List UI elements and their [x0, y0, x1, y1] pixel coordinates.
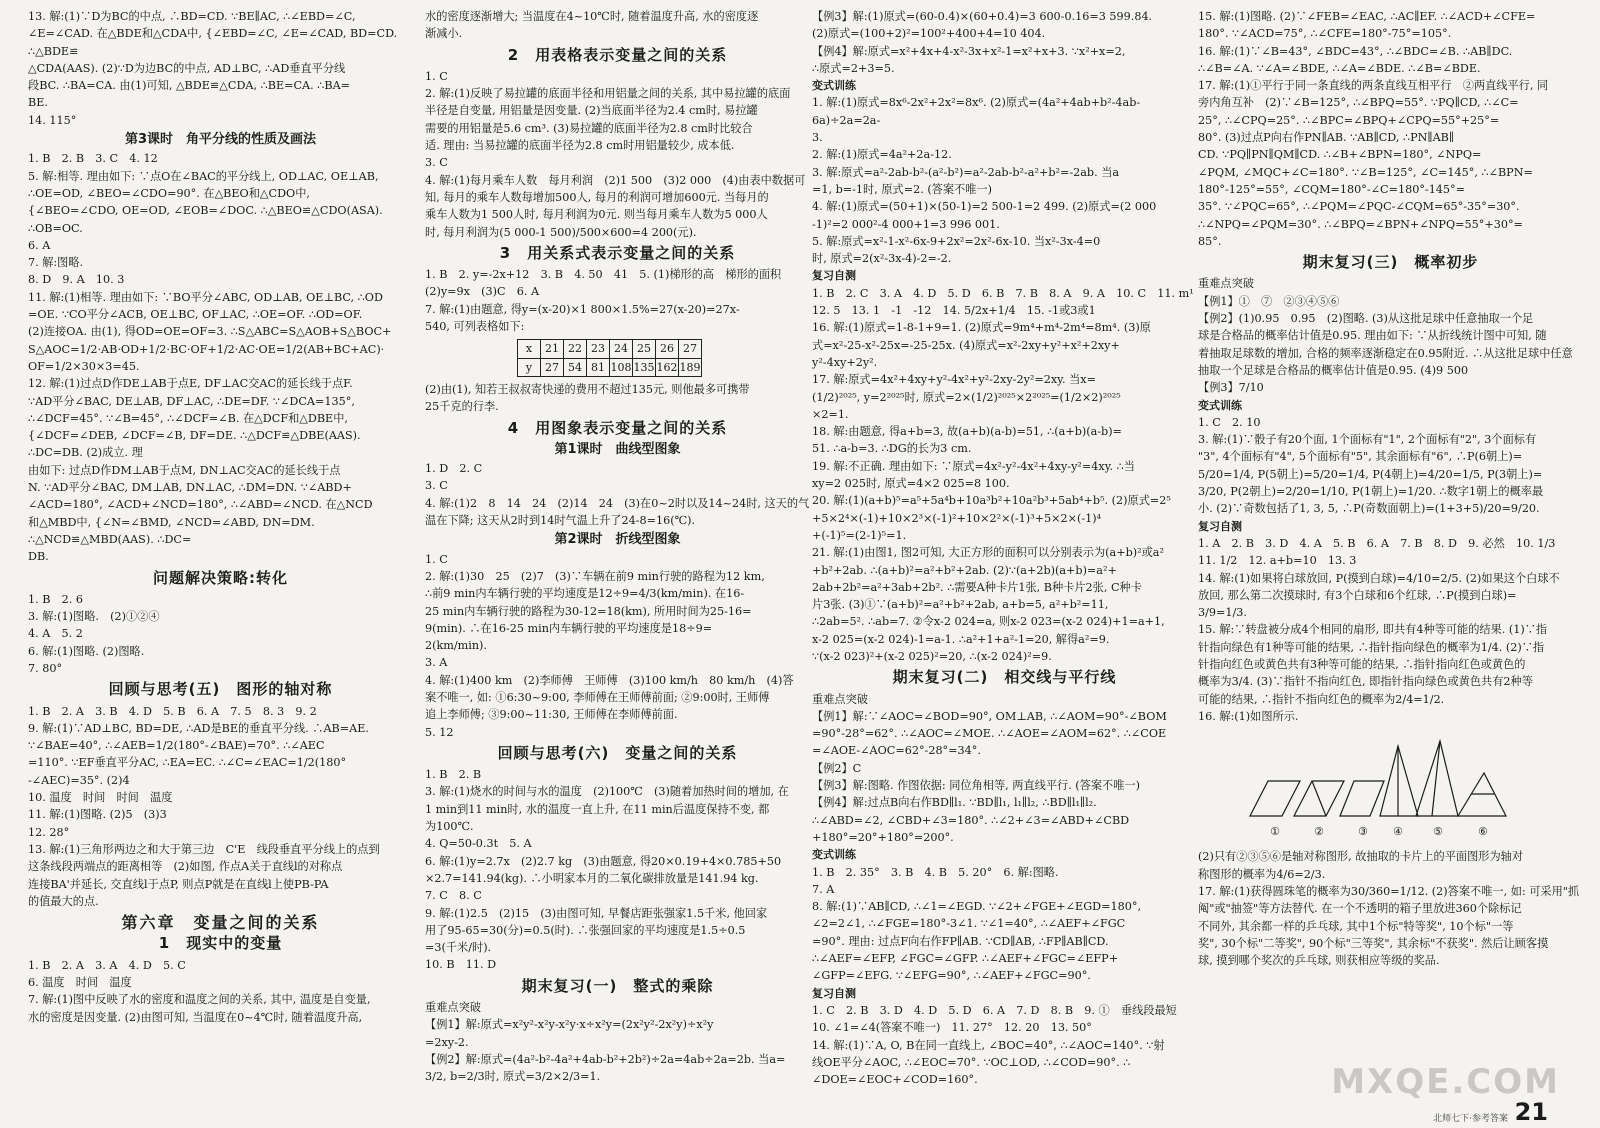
table-cell: 135	[633, 358, 656, 376]
text-block: 1. B 2. 6 3. 解:(1)图略. (2)①②④ 4. A 5. 2 6. 解:(1)图略. (2)图略. 7. 80°	[28, 592, 160, 675]
text-block: 重难点突破 【例1】① ⑦ ②③④⑤⑥ 【例2】(1)0.95 0.95 (2)图略. (3)从这批足球中任意抽取一个足 球是合格品的概率估计值是0.95. 理由如下: ∵从折线统计图中可知, 随 着抽取足球数的增加, 合格的频率逐渐稳定在0.95附近. ∴从这批足球中任意 抽取一个足球是合格品的概率估计值是0.95. (4)9 500 【例3】7/10	[1198, 277, 1573, 395]
shape-label: ⑥	[1478, 825, 1488, 839]
watermark: MXQE.COM	[1331, 1062, 1560, 1102]
section-heading: 期末复习(三) 概率初步	[1302, 253, 1479, 272]
table-row	[518, 358, 702, 376]
text-block: 1. B 2. y=-2x+12 3. B 4. 50 41 5. (1)梯形的高 梯形的面积 (2)y=9x (3)C 6. A 7. 解:(1)由题意, 得y=(x-20)×1 800×1.5%=27(x-20)=27x- 540, 可列表格如下:	[425, 268, 782, 334]
table-cell: 189	[679, 358, 702, 376]
table-cell: 81	[587, 358, 610, 376]
text-block: 1. D 2. C 3. C 4. 解:(1)2 8 14 24 (2)14 24 (3)在0~2时以及14~24时, 这天的气 温在下降; 这天从2时到14时气温上升了24-8=16(℃).	[425, 462, 810, 528]
table-row	[518, 340, 702, 358]
text-block: 1. 解:(1)原式=8x⁶-2x²+2x²=8x⁶. (2)原式=(4a²+4ab+b²-4ab-6a)÷2a=2a- 3. 2. 解:(1)原式=4a²+2a-12. 3. 解:原式=a²-2ab-b²-(a²-b²)=a²-2ab-b²-a²+b²=-2ab. 当a =1, b=-1时, 原式=2. (答案不唯一) 4. 解:(1)原式=(50+1)×(50-1)=2 500-1=2 499. (2)原式=(2 000 -1)²=2 000²-4 000+1=3 996 001. 5. 解:原式=x²-1-x²-6x-9+2x²=2x²-6x-10. 当x²-3x-4=0 时, 原式=2(x²-3x-4)-2=-2.	[812, 96, 1157, 266]
lesson-heading: 第2课时 折线型图象	[554, 532, 681, 548]
section-heading: 4 用图象表示变量之间的关系	[507, 418, 728, 437]
text-block: (2)由(1), 知若王叔叔寄快递的费用不超过135元, 则他最多可携带 25千克的行李.	[425, 382, 750, 414]
text-block: 1. B 2. C 3. A 4. D 5. D 6. B 7. B 8. A 9. A 10. C 11. m¹ 12. 5 13. 1 -1 -12 14. 5/2x+1/4 15. -1或3或1 16. 解:(1)原式=1-8-1+9=1. (2)原式=9m⁴+m⁴-2m⁴=8m⁴. (3)原 式=x²-25-x²-25x=-25-25x. (4)原式=x²-2xy+y²+x²+2xy+ y²-4xy+2y². 17. 解:原式=4x²+4xy+y²-4x²+y²-2xy-2y²=2xy. 当x= (1/2)²⁰²⁵, y=2²⁰²⁵时, 原式=2×(1/2)²⁰²⁵×2²⁰²⁵=(1/2×2)²⁰²⁵ ×2=1. 18. 解:由题意, 得a+b=3, 故(a+b)(a-b)=51, ∴(a+b)(a-b)= 51. ∴a-b=3. ∴DG的长为3 cm. 19. 解:不正确. 理由如下: ∵原式=4x²-y²-4x²+4xy-y²=4xy. ∴当 xy=2 025时, 原式=4×2 025=8 100. 20. 解:(1)(a+b)⁵=a⁵+5a⁴b+10a³b²+10a²b³+5ab⁴+b⁵. (2)原式=2⁵ +5×2⁴×(-1)+10×2³×(-1)²+10×2²×(-1)³+5×2×(-1)⁴ +(-1)⁵=(2-1)⁵=1. 21. 解:(1)由图1, 图2可知, 大正方形的面积可以分别表示为(a+b)²或a² +b²+2ab. ∴(a+b)²=a²+b²+2ab. (2)∵(a+2b)(a+b)=a²+ 2ab+2b²=a²+3ab+2b². ∴需要A种卡片1张, B种卡片2张, C种卡 片3张. (3)①∵(a+b)²=a²+b²+2ab, a+b=5, a²+b²=11, ∴2ab=5². ∴ab=7. ②令x-2 024=a, 则x-2 023=(x-2 024)+1=a+1, x-2 025=(x-2 024)-1=a-1. ∴a²+1+a²-1=20, 解得a²=9. ∵(x-2 023)²+(x-2 025)²=20, ∴(x-2 024)²=9.	[812, 286, 1194, 663]
section-heading: 回顾与思考(五) 图形的轴对称	[108, 680, 333, 699]
text-block: 1. B 2. A 3. B 4. D 5. B 6. A 7. 5 8. 3 9. 2 9. 解:(1)∵AD⊥BC, BD=DE, ∴AD是BE的垂直平分线. ∴AB=AE. ∵∠BAE=40°, ∴∠AEB=1/2(180°-∠BAE)=70°. ∴∠AEC =110°. ∵EF垂直平分AC, ∴EA=EC. ∴∠C=∠EAC=1/2(180° -∠AEC)=35°. (2)4 10. 温度 时间 时间 温度 11. 解:(1)图略. (2)5 (3)3 12. 28° 13. 解:(1)三角形两边之和大于第三边 C'E 线段垂直平分线上的点到 这条线段两端点的距离相等 (2)如图, 作点A关于直线l的对称点 连接BA'并延长, 交直线l于点P, 则点P就是在直线l上使PB-PA 的值最大的点.	[28, 704, 380, 908]
footer-note: 北师七下·参考答案	[1433, 1114, 1508, 1124]
value-table	[517, 339, 702, 377]
text-block: 1. B 2. A 3. A 4. D 5. C 6. 温度 时间 温度 7. 解:(1)图中反映了水的密度和温度之间的关系, 其中, 温度是自变量, 水的密度是因变量. (2)由图可知, 当温度在0~4℃时, 随着温度升高,	[28, 958, 371, 1024]
subsection-label: 变式训练	[812, 79, 856, 93]
text-block: 重难点突破 【例1】解:原式=x²y²-x²y-x²y·x÷x²y=(2x²y²-2x²y)÷x²y =2xy-2. 【例2】解:原式=(4a²-b²-4a²+4ab-b²+2b²)÷2a=4ab÷2a=2b. 当a= 3/2, b=2/3时, 原式=3/2×2/3=1.	[425, 1001, 786, 1084]
section-heading: 2 用表格表示变量之间的关系	[507, 45, 728, 64]
table-cell: 25	[633, 340, 656, 358]
section-heading: 期末复习(二) 相交线与平行线	[892, 668, 1117, 687]
subsection-label: 复习自测	[812, 986, 856, 1000]
text-block: 水的密度逐渐增大; 当温度在4~10℃时, 随着温度升高, 水的密度逐 渐减小.	[425, 10, 759, 41]
subsection-label: 变式训练	[1198, 398, 1242, 412]
text-block: 15. 解:(1)图略. (2)∵∠FEB=∠EAC, ∴AC∥EF. ∴∠ACD+∠CFE= 180°. ∵∠ACD=75°, ∴∠CFE=180°-75°=105°. 16. 解:(1)∵∠B=43°, ∠BDC=43°, ∴∠BDC=∠B. ∴AB∥DC. ∴∠B=∠A. ∵∠A=∠BDE, ∴∠A=∠BDE. ∴∠B=∠BDE. 17. 解:(1)①平行于同一条直线的两条直线互相平行 ②两直线平行, 同 旁内角互补 (2)∵∠B=125°, ∴∠BPQ=55°. ∵PQ∥CD, ∴∠C= 25°, ∴∠CPQ=25°. ∴∠BPC=∠BPQ+∠CPQ=55°+25°= 80°. (3)过点P向右作PN∥AB. ∵AB∥CD, ∴PN∥AB∥ CD. ∵PQ∥PN∥QM∥CD. ∴∠B+∠BPN=180°, ∠NPQ= ∠PQM, ∠MQC+∠C=180°. ∵∠B=125°, ∠C=145°, ∴∠BPN= 180°-125°=55°, ∠CQM=180°-∠C=180°-145°= 35°. ∵∠PQC=65°, ∴∠PQM=∠PQC-∠CQM=65°-35°=30°. ∴∠NPQ=∠PQM=30°. ∴∠BPQ=∠BPN+∠NPQ=55°+30°= 85°.	[1198, 10, 1549, 248]
shape-label: ①	[1270, 825, 1280, 839]
table-cell: x	[518, 340, 541, 358]
shape-label: ④	[1393, 825, 1403, 839]
text-block: 1. C 2. 解:(1)30 25 (2)7 (3)∵车辆在前9 min行驶的路程为12 km, ∴前9 min内车辆行驶的平均速度是12÷9=4/3(km/min). 在16- 25 min内车辆行驶的路程为30-12=18(km), 所用时间为25-16= 9(min). ∴在16-25 min内车辆行驶的平均速度是18÷9= 2(km/min). 3. A 4. 解:(1)400 km (2)李师傅 王师傅 (3)100 km/h 80 km/h (4)答 案不唯一, 如: ①6:30~9:00, 李师傅在王师傅前面; ②9:00时, 王师傅 追上李师傅; ③9:00~11:30, 王师傅在李师傅前面. 5. 12	[425, 552, 794, 739]
text-block: 重难点突破 【例1】解:∵∠AOC=∠BOD=90°, OM⊥AB, ∴∠AOM=90°-∠BOM =90°-28°=62°. ∴∠AOC=∠MOE. ∴∠AOE=∠AOM=62°. ∴∠COE =∠AOE-∠AOC=62°-28°=34°. 【例2】C 【例3】解:图略. 作图依据: 同位角相等, 两直线平行. (答案不唯一) 【例4】解:过点B向右作BD∥l₁. ∵BD∥l₁, l₁∥l₂, ∴BD∥l₁∥l₂. ∴∠ABD=∠2, ∠CBD+∠3=180°. ∴∠2+∠3=∠ABD+∠CBD +180°=20°+180°=200°.	[812, 692, 1167, 844]
table-cell: 27	[679, 340, 702, 358]
subsection-label: 复习自测	[1198, 519, 1242, 533]
section-heading: 3 用关系式表示变量之间的关系	[499, 243, 736, 262]
lesson-heading: 第3课时 角平分线的性质及画法	[124, 132, 317, 148]
text-block: 1. B 2. B 3. 解:(1)烧水的时间与水的温度 (2)100℃ (3)随着加热时间的增加, 在 1 min到11 min时, 水的温度一直上升, 在11 min后温度保持不变, 都 为100℃. 4. Q=50-0.3t 5. A 6. 解:(1)y=2.7x (2)2.7 kg (3)由题意, 得20×0.19+4×0.785+50 ×2.7=141.94(kg). ∴小明家本月的二氧化碳排放量是141.94 kg. 7. C 8. C 9. 解:(1)2.5 (2)15 (3)由图可知, 早餐店距张强家1.5千米, 他回家 用了95-65=30(分)=0.5(时). ∴张强回家的平均速度是1.5÷0.5 =3(千米/时). 10. B 11. D	[425, 768, 789, 972]
table-cell: 26	[656, 340, 679, 358]
shape-label: ⑤	[1433, 825, 1443, 839]
table-cell: y	[518, 358, 541, 376]
table-cell: 162	[656, 358, 679, 376]
shape-label: ②	[1314, 825, 1324, 839]
table-cell: 54	[564, 358, 587, 376]
text-block: 1. A 2. B 3. D 4. A 5. B 6. A 7. B 8. D 9. 必然 10. 1/3 11. 1/2 12. a+b=10 13. 3 14. 解:(1)如果将白球放回, P(摸到白球)=4/10=2/5. (2)如果这个白球不 放回, 那么第二次摸球时, 有3个白球和6个红球, ∴P(摸到白球)= 3/9=1/3. 15. 解:∵转盘被分成4个相同的扇形, 即共有4种等可能的结果. (1)∵指 针指向绿色有1种等可能的结果, ∴指针指向绿色的概率为1/4. (2)∵指 针指向红色或黄色共有3种等可能的结果, ∴指针指向红色或黄色的 概率为3/4. (3)∵指针不指向红色, 即指针指向绿色或黄色共有2种等 可能的结果, ∴指针不指向红色的概率为2/4=1/2. 16. 解:(1)如图所示.	[1198, 536, 1560, 723]
text-block: (2)只有②③⑤⑥是轴对称图形, 故抽取的卡片上的平面图形为轴对 称图形的概率为4/6=2/3. 17. 解:(1)获得圆珠笔的概率为30/360=1/12. (2)答案不唯一, 如: 可采用"抓 阄"或"抽签"等方法替代. 在一个不透明的箱子里放进360个除标记 不同外, 其余都一样的乒乓球, 其中1个标"特等奖", 10个标"一等 奖", 30个标"二等奖", 90个标"三等奖", 其余标"不获奖". 然后让顾客摸 球, 摸到哪个奖次的乒乓球, 则获相应等级的奖品.	[1198, 850, 1580, 968]
section-heading: 1 现实中的变量	[158, 934, 283, 953]
chapter-heading: 第六章 变量之间的关系	[121, 913, 320, 933]
column-4	[1198, 8, 1583, 970]
section-heading: 问题解决策略:转化	[153, 568, 288, 587]
table-cell: 108	[610, 358, 633, 376]
table-cell: 23	[587, 340, 610, 358]
column-2	[425, 8, 810, 1086]
shape-4	[1380, 746, 1418, 816]
column-1	[28, 8, 413, 1026]
text-block: 1. C 2. B 3. D 4. D 5. D 6. A 7. D 8. B 9. ① 垂线段最短 10. ∠1=∠4(答案不唯一) 11. 27° 12. 20 13. 50° 14. 解:(1)∵A, O, B在同一直线上, ∠BOC=40°, ∴∠AOC=140°. ∵射 线OE平分∠AOC, ∴∠EOC=70°. ∵OC⊥OD, ∴∠COD=90°. ∴ ∠DOE=∠EOC+∠COD=160°.	[812, 1003, 1177, 1087]
table-cell: 27	[541, 358, 564, 376]
text-block: 1. C 2. 10 3. 解:(1)∵骰子有20个面, 1个面标有"1", 2个面标有"2", 3个面标有 "3", 4个面标有"4", 5个面标有"5", 其余面标有"6", ∴P(6朝上)= 5/20=1/4, P(5朝上)=5/20=1/4, P(4朝上)=4/20=1/5, P(3朝上)= 3/20, P(2朝上)=2/20=1/10, P(1朝上)=1/20. ∴数字1朝上的概率最 小. (2)∵奇数包括了1, 3, 5, ∴P(奇数面朝上)=(1+3+5)/20=9/20.	[1198, 415, 1544, 516]
shape-1	[1250, 781, 1300, 816]
subsection-label: 复习自测	[812, 269, 856, 283]
section-heading: 期末复习(一) 整式的乘除	[521, 976, 714, 995]
subsection-label: 变式训练	[812, 848, 856, 862]
text-block: 13. 解:(1)∵D为BC的中点, ∴BD=CD. ∵BE∥AC, ∴∠EBD=∠C, ∠E=∠CAD. 在△BDE和△CDA中, {∠EBD=∠C, ∠E=∠CAD, BD=CD. ∴△BDE≌ △CDA(AAS). (2)∵D为边BC的中点, AD⊥BC, ∴AD垂直平分线 段BC. ∴BA=CA. 由(1)可知, △BDE≌△CDA, ∴BE=CA. ∴BA= BE. 14. 115°	[28, 10, 398, 127]
shape-label: ③	[1358, 825, 1368, 839]
shapes-figure	[1248, 731, 1583, 846]
text-block: 【例3】解:(1)原式=(60-0.4)×(60+0.4)=3 600-0.16=3 599.84. (2)原式=(100+2)²=100²+400+4=10 404. 【例4】解:原式=x²+4x+4-x²-3x+x²-1=x²+x+3. ∵x²+x=2, ∴原式=2+3=5.	[812, 10, 1153, 75]
shape-3	[1340, 781, 1384, 816]
table-cell: 24	[610, 340, 633, 358]
section-heading: 回顾与思考(六) 变量之间的关系	[497, 743, 738, 762]
shapes-svg	[1248, 731, 1508, 841]
text-block: 1. C 2. 解:(1)反映了易拉罐的底面半径和用铝量之间的关系, 其中易拉罐的底面 半径是自变量, 用铝量是因变量. (2)当底面半径为2.4 cm时, 易拉罐 需要的用铝量是5.6 cm³. (3)易拉罐的底面半径为2.8 cm时比较合 适. 理由: 当易拉罐的底面半径为2.8 cm时用铝量较少, 成本低. 3. C 4. 解:(1)每月乘车人数 每月利润 (2)1 500 (3)2 000 (4)由表中数据可 知, 每月的乘车人数每增加500人, 每月的利润可增加600元. 当每月的 乘车人数为1 500人时, 每月利润为0元. 则当每月乘车人数为5 000人 时, 每月利润为(5 000-1 500)/500×600=4 200(元).	[425, 69, 806, 239]
text-block: 1. B 2. B 3. C 4. 12 5. 解:相等. 理由如下: ∵点O在∠BAC的平分线上, OD⊥AC, OE⊥AB, ∴OE=OD, ∠BEO=∠CDO=90°. 在△BEO和△CDO中, {∠BEO=∠CDO, OE=OD, ∠EOB=∠DOC. ∴△BEO≌△CDO(ASA). ∴OB=OC. 6. A 7. 解:图略. 8. D 9. A 10. 3 11. 解:(1)相等. 理由如下: ∵BO平分∠ABC, OD⊥AB, OE⊥BC, ∴OD =OE. ∵CO平分∠ACB, OE⊥BC, OF⊥AC, ∴OE=OF. ∴OD=OF. (2)连接OA. 由(1), 得OD=OE=OF=3. ∴S△ABC=S△AOB+S△BOC+ S△AOC=1/2·AB·OD+1/2·BC·OF+1/2·AC·OE=1/2(AB+BC+AC)· OF=1/2×30×3=45. 12. 解:(1)过点D作DE⊥AB于点E, DF⊥AC交AC的延长线于点F. ∵AD平分∠BAC, DE⊥AB, DF⊥AC, ∴DE=DF. ∵∠DCA=135°, ∴∠DCF=45°. ∵∠B=45°, ∴∠DCF=∠B. 在△DCF和△DBE中, {∠DCF=∠DEB, ∠DCF=∠B, DF=DE. ∴△DCF≌△DBE(AAS). ∴DC=DB. (2)成立. 理 由如下: 过点D作DM⊥AB于点M, DN⊥AC交AC的延长线于点 N. ∵AD平分∠BAC, DM⊥AB, DN⊥AC, ∴DM=DN. ∵∠ABD+ ∠ACD=180°, ∠ACD+∠NCD=180°, ∴∠ABD=∠NCD. 在△NCD 和△MBD中, {∠N=∠BMD, ∠NCD=∠ABD, DN=DM. ∴△NCD≌△MBD(AAS). ∴DC= DB.	[28, 152, 392, 564]
shape-2-diagonal	[1312, 781, 1326, 816]
shape-5	[1416, 741, 1458, 816]
column-3	[812, 8, 1197, 1088]
table-cell: 22	[564, 340, 587, 358]
table-cell: 21	[541, 340, 564, 358]
text-block: 1. B 2. 35° 3. B 4. B 5. 20° 6. 解:图略. 7. A 8. 解:(1)∵AB∥CD, ∴∠1=∠EGD. ∵∠2+∠FGE+∠EGD=180°, ∠2=2∠1, ∴∠FGE=180°-3∠1. ∵∠1=40°, ∴∠AEF+∠FGC =90°. 理由: 过点F向右作FP∥AB. ∵CD∥AB, ∴FP∥AB∥CD. ∴∠AEF=∠EFP, ∠FGC=∠GFP. ∴∠AEF+∠FGC=∠EFP+ ∠GFP=∠EFG. ∵∠EFG=90°, ∴∠AEF+∠FGC=90°.	[812, 865, 1141, 983]
page-number: 21	[1514, 1098, 1548, 1126]
lesson-heading: 第1课时 曲线型图象	[554, 441, 681, 457]
